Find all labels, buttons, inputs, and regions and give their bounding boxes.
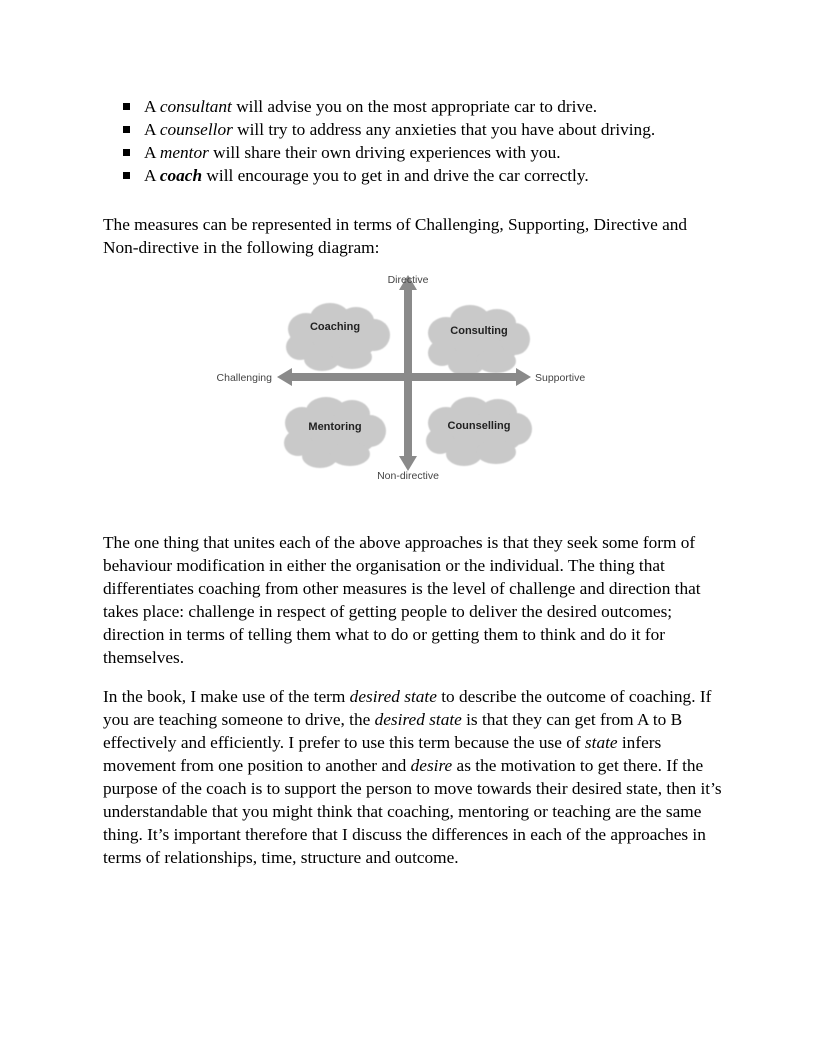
diagram-svg <box>0 271 816 516</box>
bullet-square-icon <box>123 149 130 156</box>
intro-paragraph: The measures can be represented in terms of Challenging, Supporting, Directive and Non-directive in the following diagram: <box>103 215 688 257</box>
term-consultant: consultant <box>159 97 232 116</box>
axis-label-non-directive: Non-directive <box>377 470 439 482</box>
body-paragraph-1: The one thing that unites each of the above approaches is that they seek some form of behaviour modification in either the organisation or the individual. The thing that differentiates coaching from other measures is the level of challenge and direction that takes place: challenge in respect of getting people to deliver the desired outcomes; direction in terms of telling them what to do or getting them to think and do it for themselves. <box>103 533 701 667</box>
body-paragraph-2: In the book, I make use of the term desired state to describe the outcome of coaching. If you are teaching someone to drive, the desired state is that they can get from A to B effectively and efficiently. I prefer to use this term because the use of state infers movement from one position to another and desire as the motivation to get there. If the purpose of the coach is to support the person to move towards their desired state, then it’s understandable that you might think that coaching, mentoring or teaching are the same thing. It’s important therefore that I discuss the differences in each of the approaches in terms of relationships, time, structure and outcome. <box>103 687 722 867</box>
term-mentor: mentor <box>159 143 209 162</box>
quadrant-label-mentoring: Mentoring <box>308 421 362 433</box>
list-item: A counsellor will try to address any anxieties that you have about driving. <box>103 118 723 141</box>
quadrant-label-coaching: Coaching <box>309 321 361 333</box>
page-content <box>103 95 723 869</box>
quadrant-label-consulting: Consulting <box>450 325 508 337</box>
cloud-consulting <box>428 305 530 376</box>
list-item: A consultant will advise you on the most appropriate car to drive. <box>103 95 723 118</box>
bullet-square-icon <box>123 103 130 110</box>
approaches-diagram <box>0 271 816 516</box>
bullet-square-icon <box>123 172 130 179</box>
list-item: A coach will encourage you to get in and drive the car correctly. <box>103 164 723 187</box>
term-counsellor: counsellor <box>159 120 233 139</box>
list-item: A mentor will share their own driving experiences with you. <box>103 141 723 164</box>
cloud-coaching <box>286 303 390 371</box>
bullet-list <box>103 95 723 187</box>
term-coach: coach <box>159 166 203 185</box>
quadrant-label-counselling: Counselling <box>447 420 511 432</box>
axis-label-supportive: Supportive <box>535 372 586 384</box>
axis-label-challenging: Challenging <box>216 372 272 384</box>
axis-label-directive: Directive <box>387 274 429 286</box>
bullet-square-icon <box>123 126 130 133</box>
